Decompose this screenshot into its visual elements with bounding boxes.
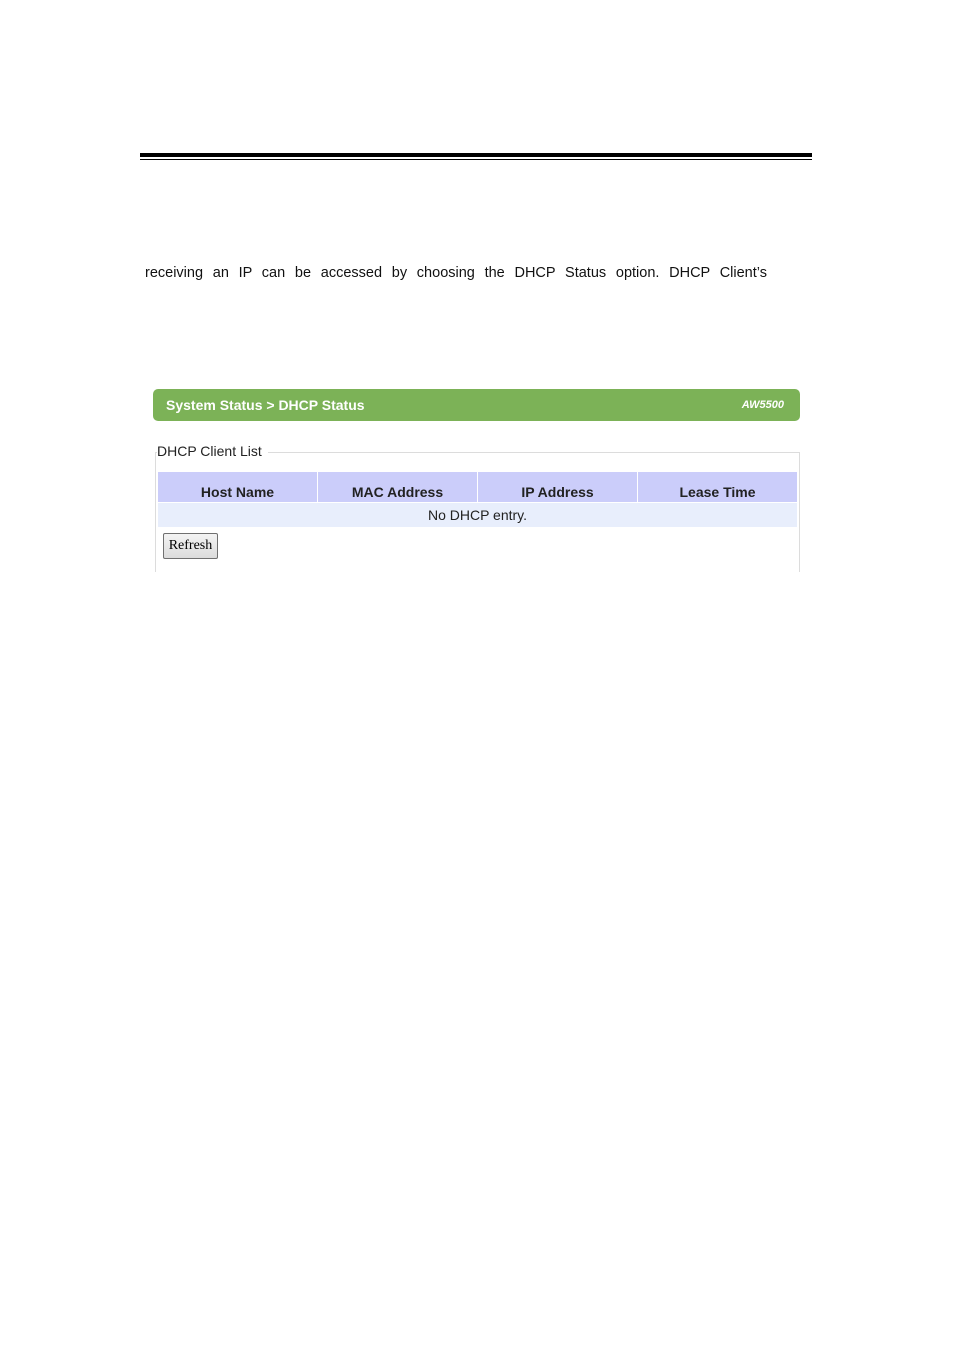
client-list-legend: DHCP Client List <box>157 443 268 459</box>
document-paragraph: receiving an IP can be accessed by choosing the DHCP Status option. DHCP Client’s <box>145 265 767 281</box>
column-header-mac-address: MAC Address <box>318 472 477 502</box>
table-header-row <box>158 472 797 502</box>
refresh-button[interactable]: Refresh <box>163 533 218 559</box>
dhcp-client-table <box>157 471 798 528</box>
header-rule-thick <box>140 153 812 157</box>
column-header-lease-time: Lease Time <box>638 472 797 502</box>
column-header-ip-address: IP Address <box>478 472 637 502</box>
model-label: AW5500 <box>741 399 784 411</box>
page-banner <box>153 389 800 421</box>
table-row <box>158 503 797 527</box>
breadcrumb: System Status > DHCP Status <box>166 397 365 413</box>
column-header-host-name: Host Name <box>158 472 317 502</box>
empty-message: No DHCP entry. <box>158 503 797 527</box>
header-rule-thin <box>140 159 812 160</box>
